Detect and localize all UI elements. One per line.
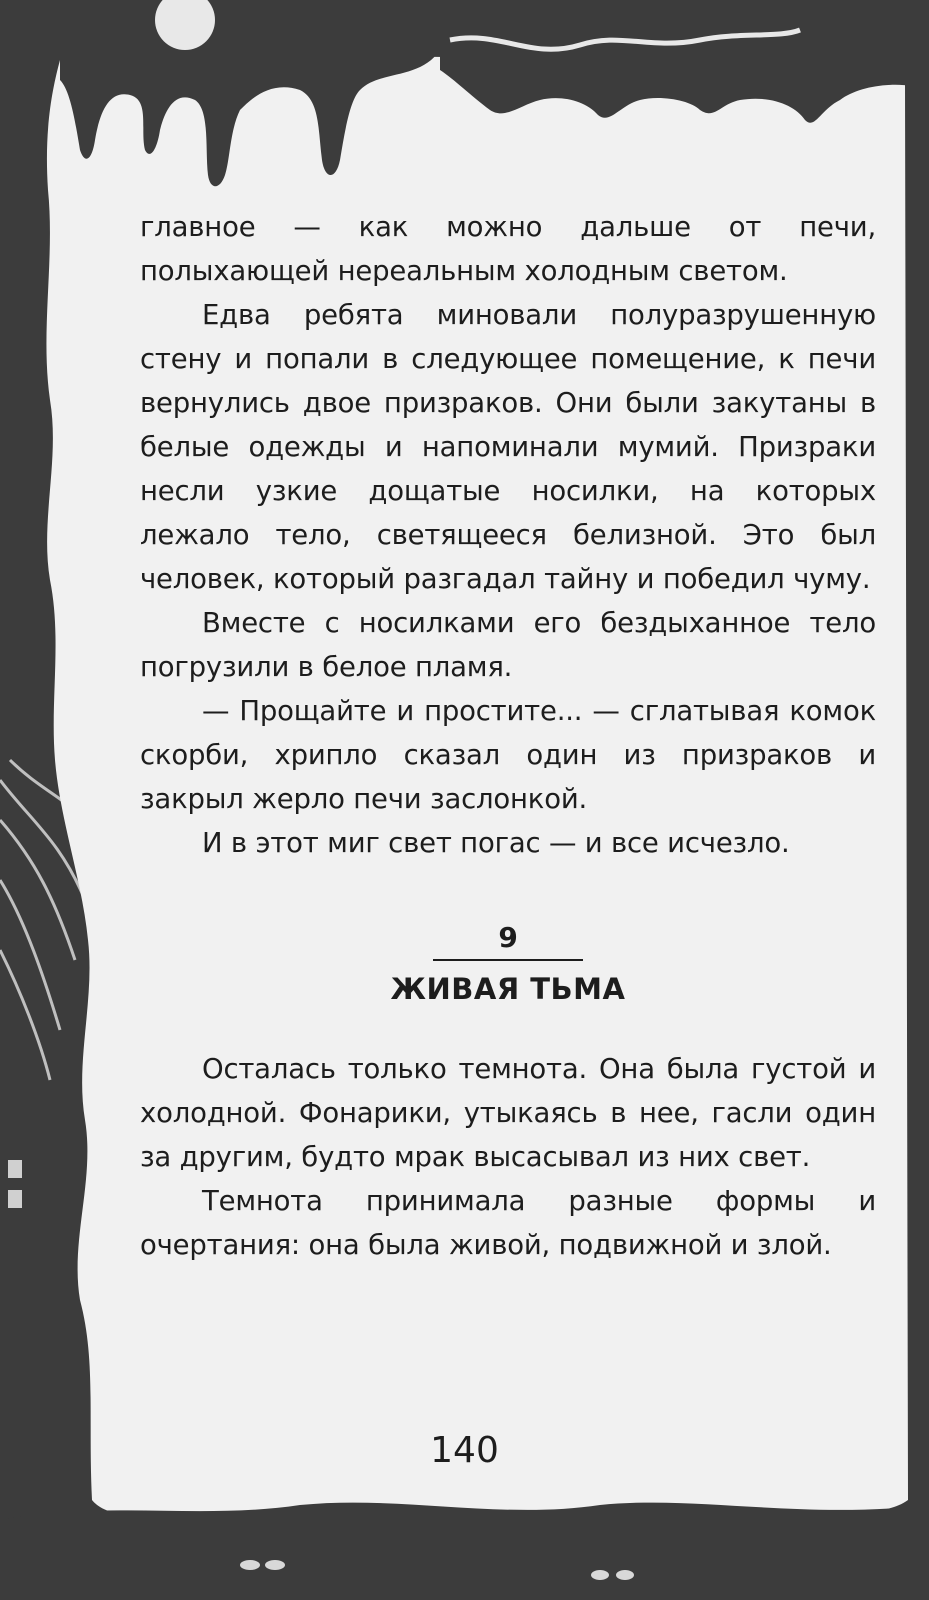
page-text bbox=[140, 205, 876, 1267]
paragraph: Вместе с носилками его бездыханное тело погрузили в белое пламя. bbox=[140, 607, 876, 683]
paragraph: Темнота принимала разные формы и очертания: она была живой, подвижной и злой. bbox=[140, 1185, 876, 1261]
chapter-heading bbox=[140, 921, 876, 1007]
paragraph: Едва ребята миновали полуразрушенную стену и попали в следующее помещение, к печи вернулись двое призраков. Они были закутаны в белые одежды и напоминали мумий. Призраки несли узкие дощатые носилки, на которых лежало тело, светящееся белизной. Это был человек, который разгадал тайну и победил чуму. bbox=[140, 299, 876, 595]
paragraph: главное — как можно дальше от печи, полыхающей нереальным холодным светом. bbox=[140, 211, 876, 287]
bottom-shadows bbox=[0, 1503, 929, 1600]
paragraph: — Прощайте и простите... — сглатывая комок скорби, хрипло сказал один из призраков и закрыл жерло печи заслонкой. bbox=[140, 695, 876, 815]
paragraph: Осталась только темнота. Она была густой и холодной. Фонарики, утыкаясь в нее, гасли один за другим, будто мрак высасывал из них свет. bbox=[140, 1053, 876, 1173]
chapter-number: 9 bbox=[498, 921, 518, 954]
page-number: 140 bbox=[430, 1430, 499, 1471]
chapter-title: ЖИВАЯ ТЬМА bbox=[390, 972, 626, 1006]
paragraph: И в этот миг свет погас — и все исчезло. bbox=[202, 827, 790, 859]
chapter-divider bbox=[433, 959, 583, 961]
